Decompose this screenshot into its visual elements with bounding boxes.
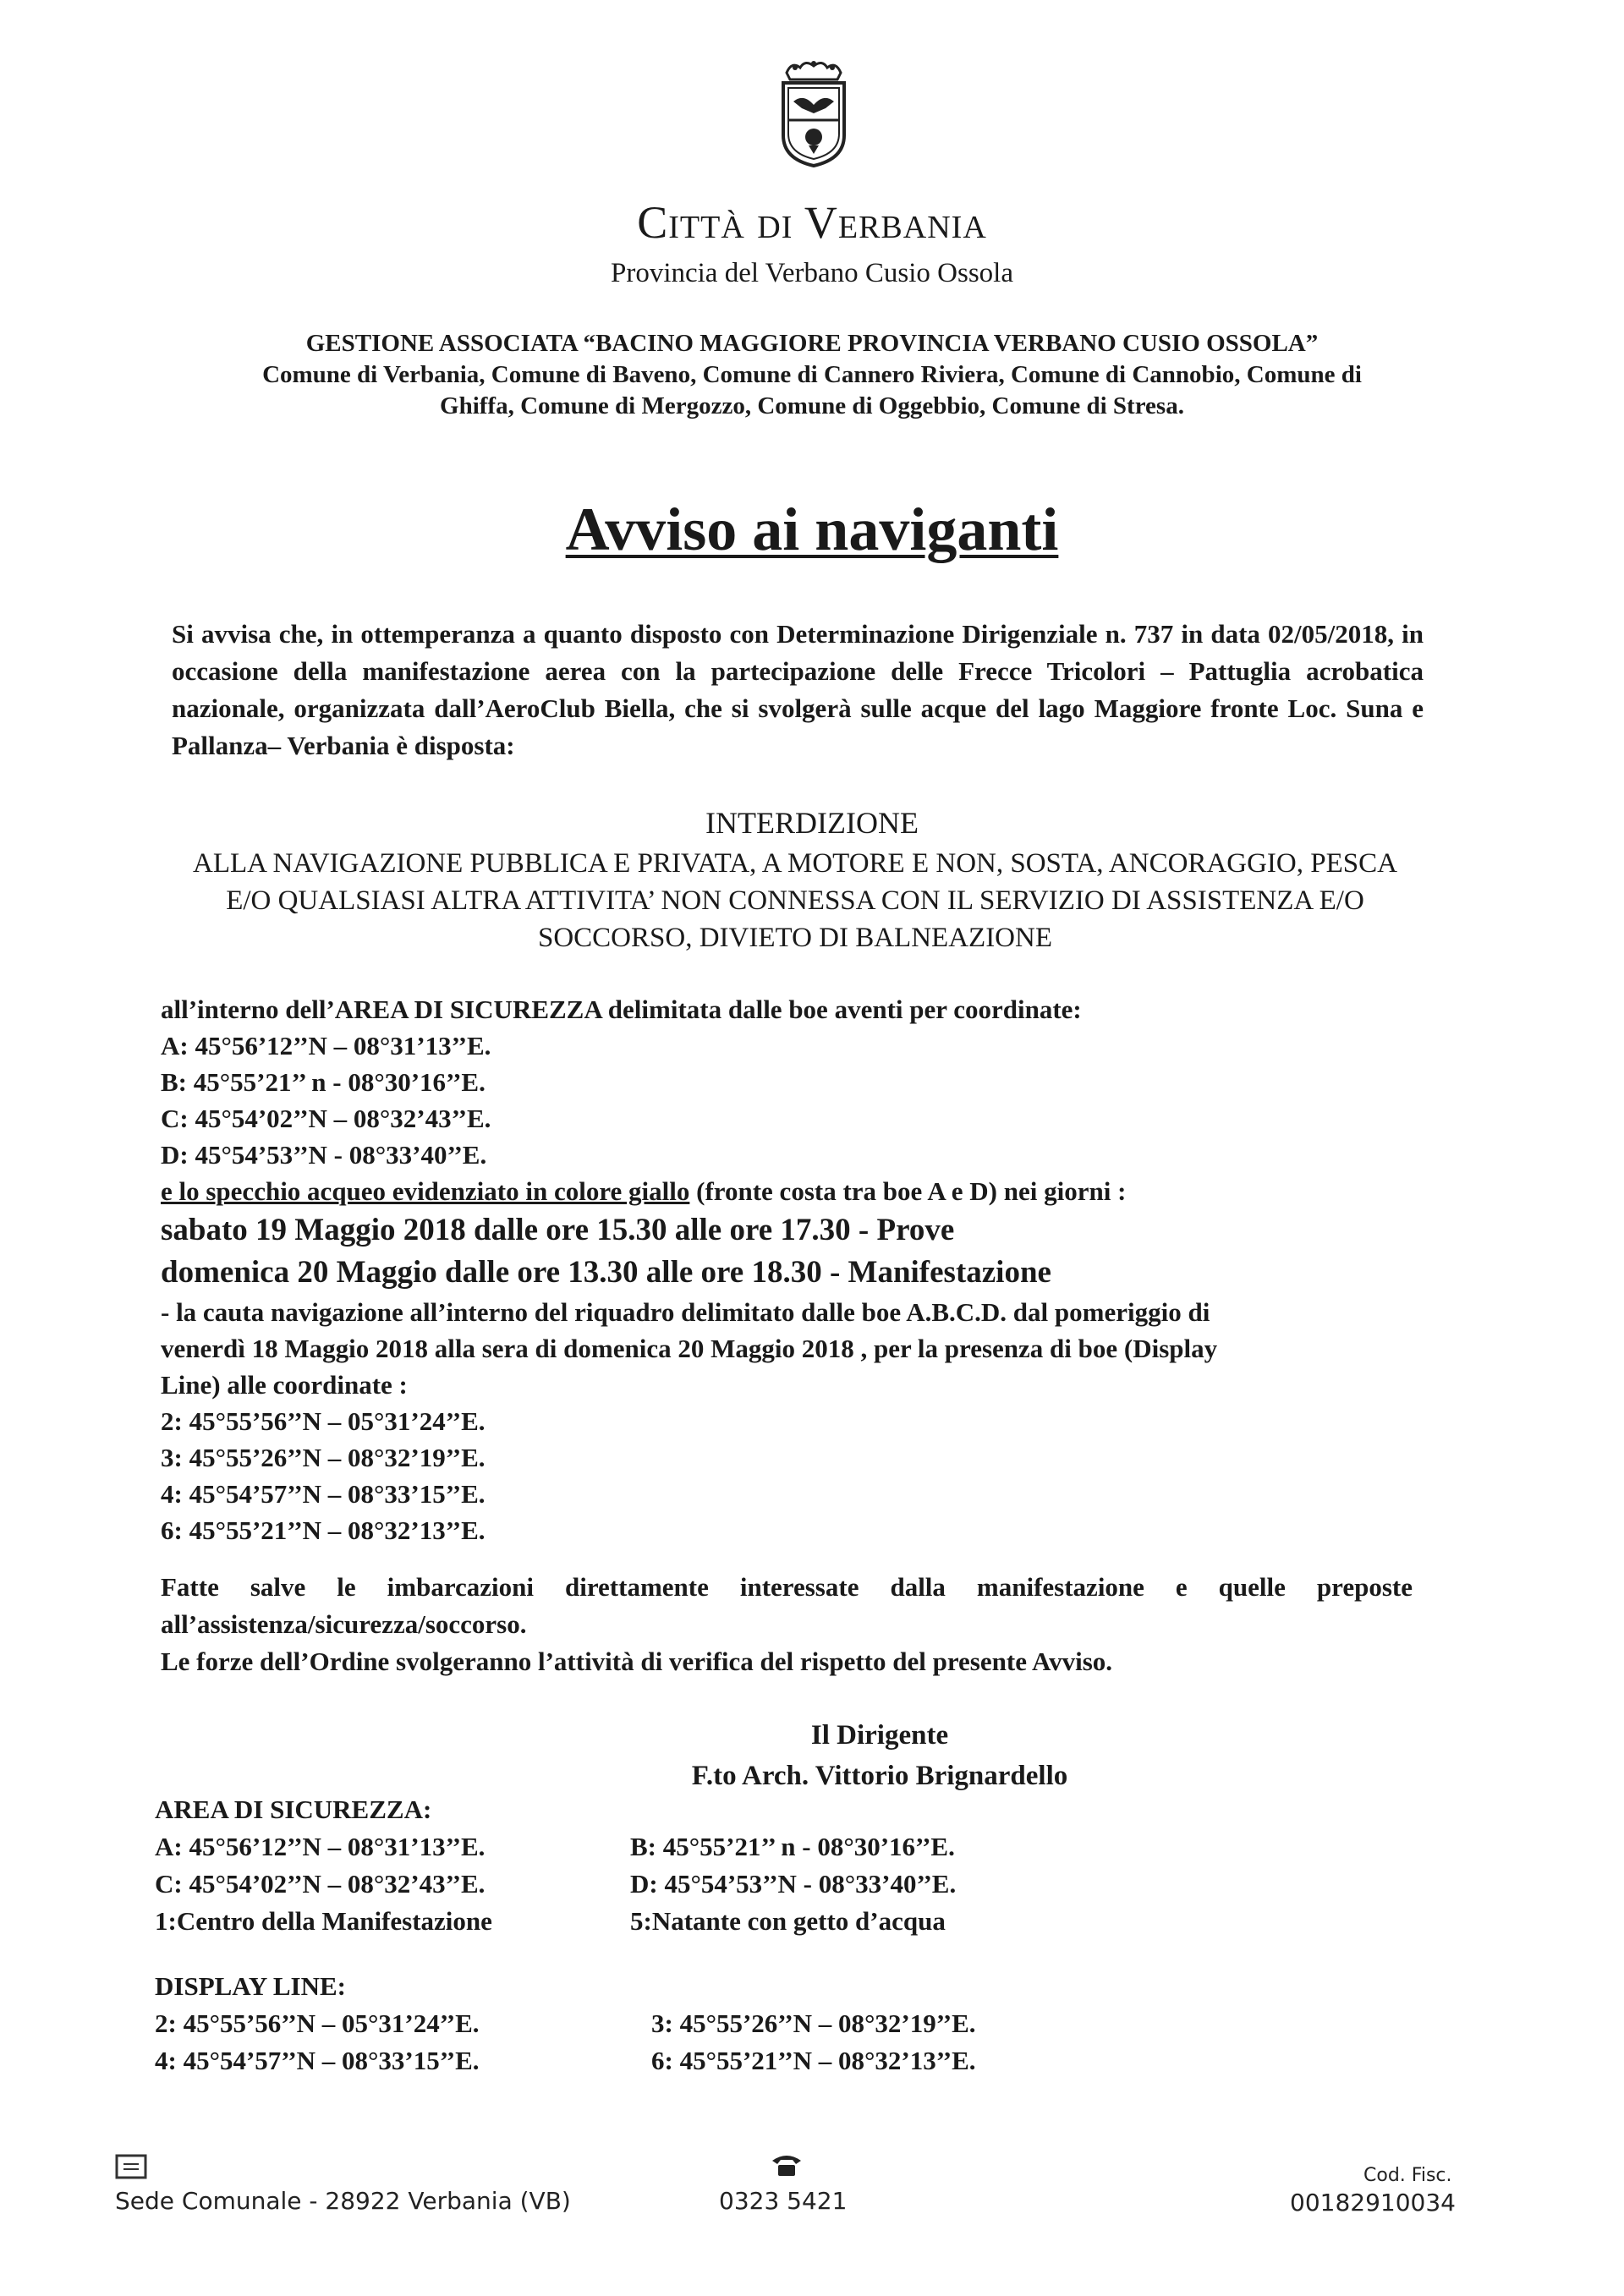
interdizione-text: ALLA NAVIGAZIONE PUBBLICA E PRIVATA, A MOTORE E NON, SOSTA, ANCORAGGIO, PESCA E/O QUALSIASI ALTRA ATTIVITA’ NON CONNESSA CON IL SERVIZIO DI ASSISTENZA E/O SOCCORSO, DIVIETO DI BALNEAZIONE bbox=[193, 848, 1397, 953]
gestione-line: Comune di Verbania, Comune di Baveno, Comune di Cannero Riviera, Comune di Cannobio, Comune di bbox=[262, 361, 1362, 388]
signature-name: F.to Arch. Vittorio Brignardello bbox=[691, 1761, 1068, 1791]
cauta-line: Line) alle coordinate : bbox=[161, 1370, 408, 1400]
display-coord: 2: 45°55’56’’N – 05°31’24’’E. bbox=[161, 1406, 486, 1436]
signature-block bbox=[643, 1715, 1116, 1796]
footer-address: Sede Comunale - 28922 Verbania (VB) bbox=[115, 2187, 571, 2215]
summary-coord: 3: 45°55’26’’N – 08°32’19’’E. bbox=[651, 2008, 976, 2038]
gestione-associata bbox=[0, 328, 1624, 422]
area-coord: A: 45°56’12’’N – 08°31’13’’E. bbox=[161, 1031, 491, 1060]
area-intro: all’interno dell’AREA DI SICUREZZA delimitata dalle boe aventi per coordinate: bbox=[161, 995, 1082, 1024]
display-coord: 4: 45°54’57’’N – 08°33’15’’E. bbox=[161, 1479, 486, 1509]
specchio-line bbox=[161, 1173, 1429, 1209]
summary-coord: A: 45°56’12’’N – 08°31’13’’E. bbox=[155, 1832, 486, 1861]
gestione-line: Ghiffa, Comune di Mergozzo, Comune di Oggebbio, Comune di Stresa. bbox=[440, 392, 1184, 419]
area-section bbox=[161, 991, 1429, 1548]
summary-display-title: DISPLAY LINE: bbox=[155, 1971, 346, 2001]
footer-codfisc-label: Cod. Fisc. bbox=[1363, 2165, 1452, 2186]
city-name: Città di Verbania bbox=[637, 197, 987, 248]
summary-coord: D: 45°54’53’’N - 08°33’40’’E. bbox=[630, 1869, 957, 1899]
cauta-line: venerdì 18 Maggio 2018 alla sera di domenica 20 Maggio 2018 , per la presenza di boe (Display bbox=[161, 1334, 1218, 1363]
area-coord: B: 45°55’21’’ n - 08°30’16’’E. bbox=[161, 1067, 486, 1097]
summary-coord: 5:Natante con getto d’acqua bbox=[630, 1906, 946, 1936]
summary-display-left bbox=[155, 1968, 480, 2080]
area-coord: C: 45°54’02’’N – 08°32’43’’E. bbox=[161, 1104, 491, 1133]
page-title: Avviso ai naviganti bbox=[565, 496, 1059, 563]
summary-area-left bbox=[155, 1791, 492, 1940]
specchio-underlined: e lo specchio acqueo evidenziato in colore giallo bbox=[161, 1176, 690, 1206]
summary-display-right bbox=[651, 2005, 976, 2080]
intro-paragraph: Si avvisa che, in ottemperanza a quanto disposto con Determinazione Dirigenziale n. 737 in data 02/05/2018, in occasione della manifestazione aerea con la partecipazione delle Frecce Tricolori – Pattuglia acrobatica nazionale, organizzata dall’AeroClub Biella, che si svolgerà sulle acque del lago Maggiore fronte Loc. Suna e Pallanza– Verbania è disposta: bbox=[172, 619, 1424, 760]
date-line: domenica 20 Maggio dalle ore 13.30 alle ore 18.30 - Manifestazione bbox=[161, 1255, 1051, 1290]
cauta-line: - la cauta navigazione all’interno del riquadro delimitato dalle boe A.B.C.D. dal pomeriggio di bbox=[161, 1297, 1210, 1327]
summary-area-right bbox=[630, 1828, 956, 1940]
interdizione-title: INTERDIZIONE bbox=[705, 806, 919, 840]
footer-codfisc: 00182910034 bbox=[1290, 2189, 1456, 2217]
province-name: Provincia del Verbano Cusio Ossola bbox=[610, 258, 1013, 288]
gestione-line: GESTIONE ASSOCIATA “BACINO MAGGIORE PROVINCIA VERBANO CUSIO OSSOLA” bbox=[305, 330, 1319, 357]
summary-area-title: AREA DI SICUREZZA: bbox=[155, 1795, 432, 1824]
area-coord: D: 45°54’53’’N - 08°33’40’’E. bbox=[161, 1140, 487, 1170]
summary-coord: 6: 45°55’21’’N – 08°32’13’’E. bbox=[651, 2046, 976, 2075]
signature-role: Il Dirigente bbox=[810, 1720, 949, 1751]
fatte-salve: Fatte salve le imbarcazioni direttamente interessate dalla manifestazione e quelle preposte all’assistenza/sicurezza/soccorso. bbox=[161, 1572, 1413, 1639]
forze-ordine: Le forze dell’Ordine svolgeranno l’attività di verifica del rispetto del presente Avviso. bbox=[161, 1647, 1113, 1676]
mail-icon bbox=[115, 2154, 147, 2179]
footer-phone: 0323 5421 bbox=[719, 2187, 848, 2215]
summary-coord: B: 45°55’21’’ n - 08°30’16’’E. bbox=[630, 1832, 955, 1861]
date-line: sabato 19 Maggio 2018 dalle ore 15.30 alle ore 17.30 - Prove bbox=[161, 1213, 955, 1247]
summary-coord: 1:Centro della Manifestazione bbox=[155, 1906, 492, 1936]
summary-coord: 4: 45°54’57’’N – 08°33’15’’E. bbox=[155, 2046, 480, 2075]
telephone-icon bbox=[770, 2152, 804, 2178]
display-coord: 6: 45°55’21’’N – 08°32’13’’E. bbox=[161, 1515, 486, 1545]
specchio-rest: (fronte costa tra boe A e D) nei giorni : bbox=[689, 1176, 1127, 1206]
closing-section bbox=[161, 1569, 1413, 1680]
display-coord: 3: 45°55’26’’N – 08°32’19’’E. bbox=[161, 1443, 486, 1472]
city-crest-icon bbox=[775, 58, 853, 169]
summary-coord: C: 45°54’02’’N – 08°32’43’’E. bbox=[155, 1869, 486, 1899]
summary-coord: 2: 45°55’56’’N – 05°31’24’’E. bbox=[155, 2008, 480, 2038]
